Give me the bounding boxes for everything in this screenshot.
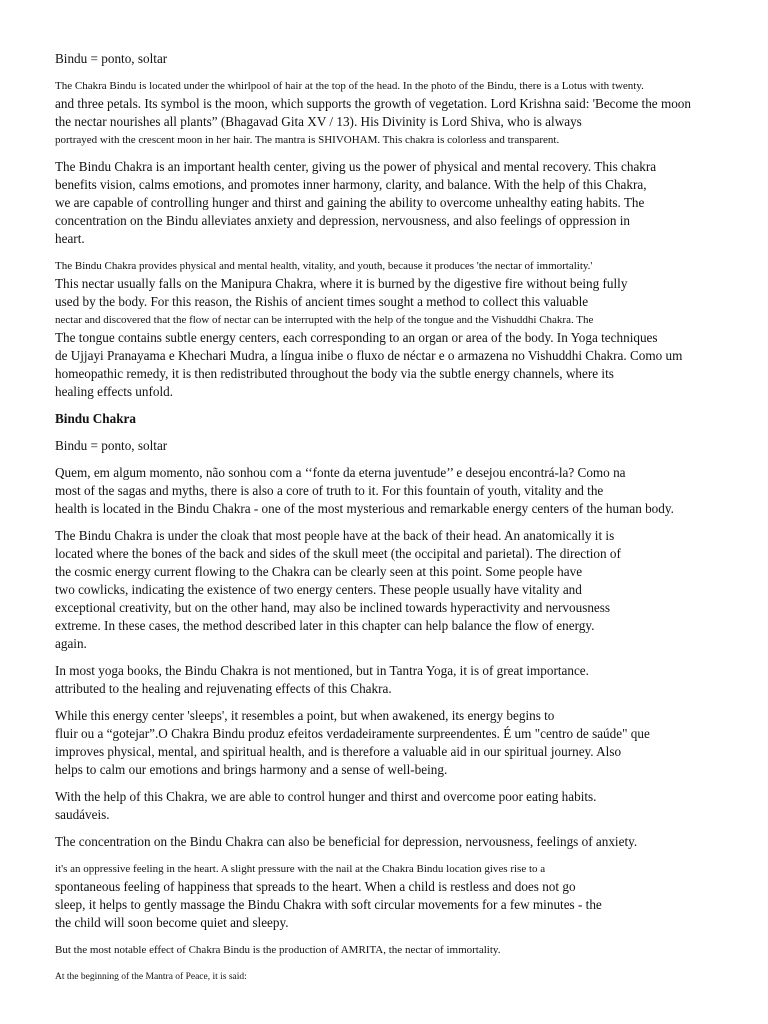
text-line: With the help of this Chakra, we are able to control hunger and thirst and overcome poor eating habits. (55, 789, 597, 804)
text-line: heart. (55, 231, 85, 246)
text-line: In most yoga books, the Bindu Chakra is not mentioned, but in Tantra Yoga, it is of great importance. (55, 663, 589, 678)
text-line: attributed to the healing and rejuvenating effects of this Chakra. (55, 681, 392, 696)
paragraph (55, 860, 728, 878)
text-line: The Bindu Chakra is an important health center, giving us the power of physical and mental recovery. This chakra (55, 159, 657, 174)
text-line: The concentration on the Bindu Chakra can also be beneficial for depression, nervousness, feelings of anxiety. (55, 834, 638, 849)
text-line: saudáveis. (55, 807, 110, 822)
paragraph (55, 131, 728, 149)
text-line: helps to calm our emotions and brings harmony and a sense of well-being. (55, 762, 448, 777)
text-line: Bindu Chakra (55, 411, 136, 426)
text-line: again. (55, 636, 87, 651)
text-line: At the beginning of the Mantra of Peace, it is said: (55, 972, 247, 982)
text-line: Quem, em algum momento, não sonhou com a ‘‘fonte da eterna juventude’’ e desejou encontrá-la? Como na (55, 465, 626, 480)
text-line: benefits vision, calms emotions, and promotes inner harmony, clarity, and balance. With the help of this Chakra, (55, 177, 647, 192)
text-line: The tongue contains subtle energy centers, each corresponding to an organ or area of the body. In Yoga techniques (55, 330, 658, 345)
text-line: used by the body. For this reason, the Rishis of ancient times sought a method to collect this valuable (55, 294, 589, 309)
paragraph (55, 311, 728, 329)
text-line: homeopathic remedy, it is then redistributed throughout the body via the subtle energy channels, where its (55, 366, 614, 381)
text-line: health is located in the Bindu Chakra - one of the most mysterious and remarkable energy centers of the human body. (55, 501, 674, 516)
text-line: Bindu = ponto, soltar (55, 51, 168, 66)
text-line: extreme. In these cases, the method described later in this chapter can help balance the flow of energy. (55, 618, 595, 633)
text-line: de Ujjayi Pranayama e Khechari Mudra, a língua inibe o fluxo de néctar e o armazena no Vishuddhi Chakra. Como um (55, 348, 683, 363)
text-line: it's an oppressive feeling in the heart. A slight pressure with the nail at the Chakra Bindu location gives rise to a (55, 863, 546, 875)
text-line: fluir ou a “gotejar”.O Chakra Bindu produz efeitos verdadeiramente surpreendentes. É um "centro de saúde" que (55, 726, 650, 741)
text-line: But the most notable effect of Chakra Bindu is the production of AMRITA, the nectar of immortality. (55, 944, 501, 956)
text-line: concentration on the Bindu alleviates anxiety and depression, nervousness, and also feelings of oppression in (55, 213, 630, 228)
text-line: portrayed with the crescent moon in her hair. The mantra is SHIVOHAM. This chakra is colorless and transparent. (55, 134, 560, 146)
text-line: improves physical, mental, and spiritual health, and is therefore a valuable aid in our spiritual journey. Also (55, 744, 622, 759)
paragraph (55, 941, 728, 959)
text-line: we are capable of controlling hunger and thirst and gaining the ability to overcome unhealthy eating habits. The (55, 195, 645, 210)
text-line: located where the bones of the back and sides of the skull meet (the occipital and parietal). The direction of (55, 546, 621, 561)
text-line: Bindu = ponto, soltar (55, 438, 168, 453)
text-line: The Bindu Chakra provides physical and mental health, vitality, and youth, because it produces 'the nectar of immortality.' (55, 260, 593, 272)
text-line: healing effects unfold. (55, 384, 174, 399)
paragraph (55, 707, 728, 779)
text-line: the cosmic energy current flowing to the Chakra can be clearly seen at this point. Some people have (55, 564, 583, 579)
paragraph (55, 833, 728, 851)
text-line: and three petals. Its symbol is the moon, which supports the growth of vegetation. Lord Krishna said: 'Become the moon (55, 96, 691, 111)
paragraph (55, 527, 728, 653)
text-line: the child will soon become quiet and sleepy. (55, 915, 289, 930)
paragraph (55, 788, 728, 824)
paragraph (55, 437, 728, 455)
paragraph (55, 878, 728, 932)
text-line: most of the sagas and myths, there is also a core of truth to it. For this fountain of youth, vitality and the (55, 483, 604, 498)
paragraph (55, 464, 728, 518)
paragraph (55, 275, 728, 311)
paragraph (55, 50, 728, 68)
text-line: exceptional creativity, but on the other hand, may also be inclined towards hyperactivity and nervousness (55, 600, 611, 615)
paragraph (55, 77, 728, 95)
text-line: The Chakra Bindu is located under the whirlpool of hair at the top of the head. In the photo of the Bindu, there is a Lotus with twenty. (55, 80, 644, 92)
paragraph (55, 329, 728, 401)
text-line: The Bindu Chakra is under the cloak that most people have at the back of their head. An anatomically it is (55, 528, 615, 543)
paragraph (55, 257, 728, 275)
paragraph (55, 968, 728, 986)
text-line: sleep, it helps to gently massage the Bindu Chakra with soft circular movements for a few minutes - the (55, 897, 602, 912)
section-heading (55, 410, 728, 428)
text-line: the nectar nourishes all plants” (Bhagavad Gita XV / 13). His Divinity is Lord Shiva, who is always (55, 114, 582, 129)
text-line: nectar and discovered that the flow of nectar can be interrupted with the help of the tongue and the Vishuddhi Chakra. The (55, 314, 594, 326)
text-line: This nectar usually falls on the Manipura Chakra, where it is burned by the digestive fire without being fully (55, 276, 628, 291)
paragraph (55, 95, 728, 131)
text-line: spontaneous feeling of happiness that spreads to the heart. When a child is restless and does not go (55, 879, 576, 894)
paragraph (55, 158, 728, 248)
text-line: While this energy center 'sleeps', it resembles a point, but when awakened, its energy begins to (55, 708, 555, 723)
text-line: two cowlicks, indicating the existence of two energy centers. These people usually have vitality and (55, 582, 582, 597)
paragraph (55, 662, 728, 698)
